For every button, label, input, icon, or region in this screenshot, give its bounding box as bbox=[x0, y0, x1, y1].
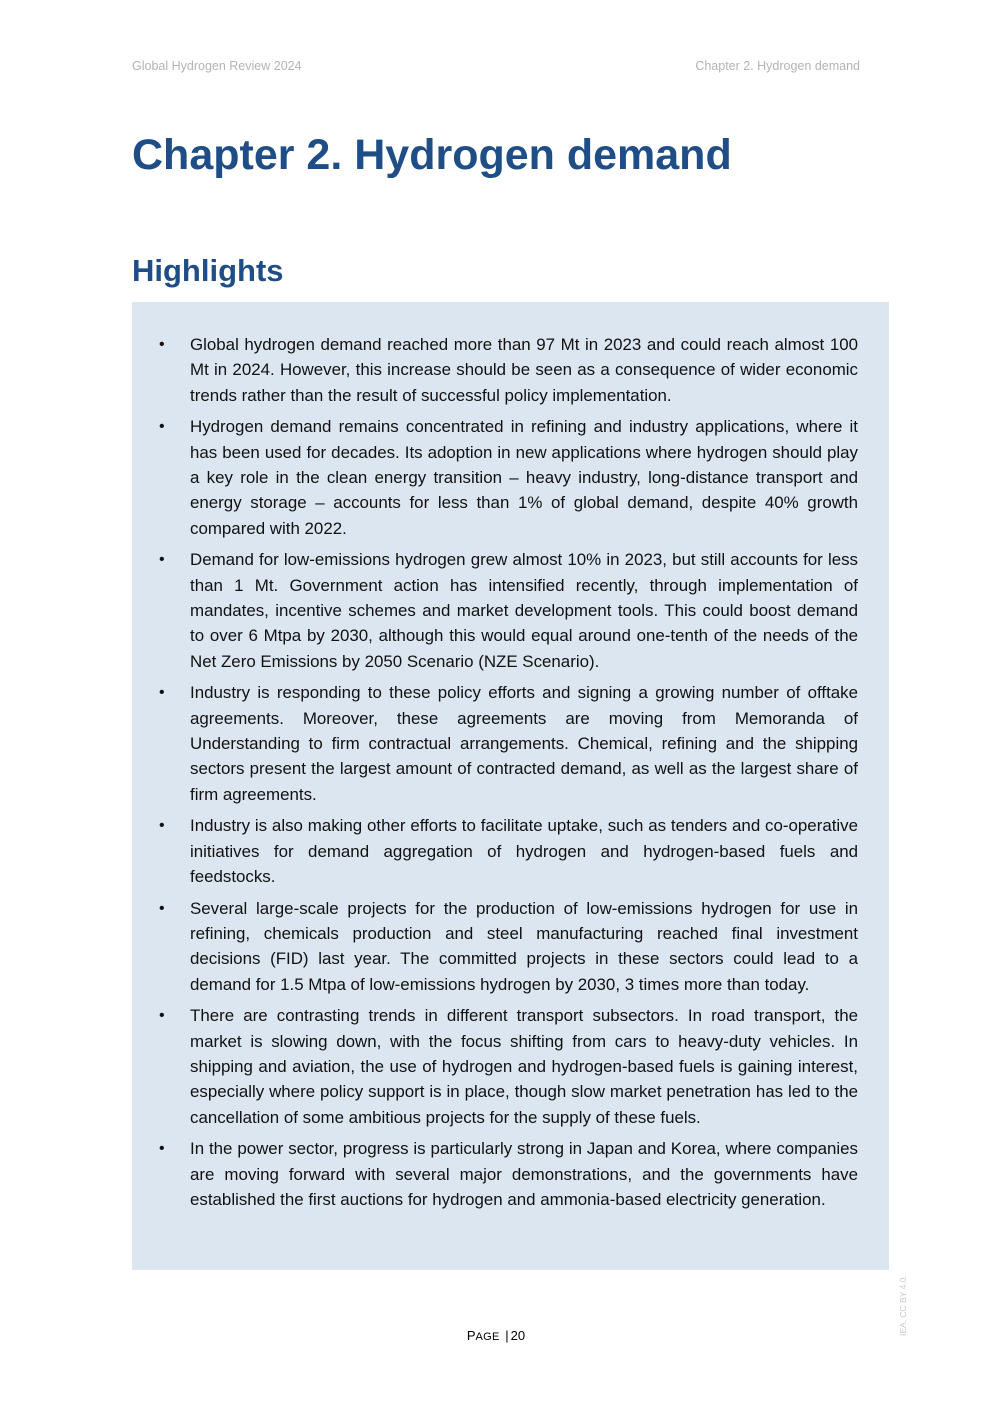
bullet-icon: • bbox=[159, 817, 165, 835]
bullet-icon: • bbox=[159, 1140, 165, 1158]
highlight-text: Industry is also making other efforts to facilitate uptake, such as tenders and co-operative initiatives for demand aggregation of hydrogen and hydrogen-based fuels and feedstocks. bbox=[190, 816, 858, 886]
page-separator: | bbox=[505, 1328, 509, 1343]
running-header-right: Chapter 2. Hydrogen demand bbox=[695, 59, 860, 73]
highlight-text: In the power sector, progress is particularly strong in Japan and Korea, where companies are moving forward with several major demonstrations, and the governments have established the first auctions for hydrogen and ammonia-based electricity generation. bbox=[190, 1139, 858, 1209]
highlight-text: Several large-scale projects for the production of low-emissions hydrogen for use in refining, chemicals production and steel manufacturing reached final investment decisions (FID) last year. The committed projects in these sectors could lead to a demand for 1.5 Mtpa of low-emissions hydrogen by 2030, 3 times more than today. bbox=[190, 898, 858, 994]
page-label: AGE bbox=[475, 1331, 500, 1343]
highlight-text: Hydrogen demand remains concentrated in refining and industry applications, where it has been used for decades. Its adoption in new applications where hydrogen should play a key role in the clean energy transition – heavy industry, long-distance transport and energy storage – accounts for less than 1% of global demand, despite 40% growth compared with 2022. bbox=[190, 417, 858, 538]
bullet-icon: • bbox=[159, 551, 165, 569]
highlights-box bbox=[132, 302, 889, 1270]
page-label-first-letter: P bbox=[466, 1328, 476, 1343]
bullet-icon: • bbox=[159, 899, 165, 917]
bullet-icon: • bbox=[159, 418, 165, 436]
bullet-icon: • bbox=[159, 336, 165, 353]
bullet-icon: • bbox=[159, 684, 165, 702]
page-number-value: 20 bbox=[510, 1328, 526, 1343]
highlight-text: Demand for low-emissions hydrogen grew almost 10% in 2023, but still accounts for less than 1 Mt. Government action has intensified recently, through implementation of mandates, incentive schemes and market development tools. This could boost demand to over 6 Mtpa by 2030, although this would equal around one-tenth of the needs of the Net Zero Emissions by 2050 Scenario (NZE Scenario). bbox=[190, 550, 858, 671]
highlight-text: Industry is responding to these policy efforts and signing a growing number of offtake agreements. Moreover, these agreements are moving from Memoranda of Understanding to firm contractual arrangements. Chemical, refining and the shipping sectors present the largest amount of contracted demand, as well as the largest share of firm agreements. bbox=[190, 683, 858, 804]
bullet-icon: • bbox=[159, 1007, 165, 1025]
highlight-item bbox=[159, 813, 858, 889]
running-header-left: Global Hydrogen Review 2024 bbox=[132, 59, 302, 73]
highlights-list bbox=[159, 332, 858, 1212]
highlight-item bbox=[159, 332, 858, 408]
highlight-item bbox=[159, 896, 858, 997]
section-title-highlights: Highlights bbox=[132, 253, 284, 288]
license-note: IEA. CC BY 4.0. bbox=[898, 1275, 908, 1336]
highlight-item bbox=[159, 414, 858, 540]
highlight-text: Global hydrogen demand reached more than 97 Mt in 2023 and could reach almost 100 Mt in 2024. However, this increase should be seen as a consequence of wider economic trends rather than the result of successful policy implementation. bbox=[190, 335, 858, 405]
highlight-item bbox=[159, 680, 858, 806]
highlight-item bbox=[159, 1003, 858, 1129]
highlight-item bbox=[159, 1136, 858, 1212]
chapter-title: Chapter 2. Hydrogen demand bbox=[132, 131, 732, 179]
page-number bbox=[0, 1328, 992, 1343]
highlight-text: There are contrasting trends in different transport subsectors. In road transport, the market is slowing down, with the focus shifting from cars to heavy-duty vehicles. In shipping and aviation, the use of hydrogen and hydrogen-based fuels is gaining interest, especially where policy support is in place, though slow market penetration has led to the cancellation of some ambitious projects for the supply of these fuels. bbox=[190, 1006, 858, 1127]
highlight-item bbox=[159, 547, 858, 673]
